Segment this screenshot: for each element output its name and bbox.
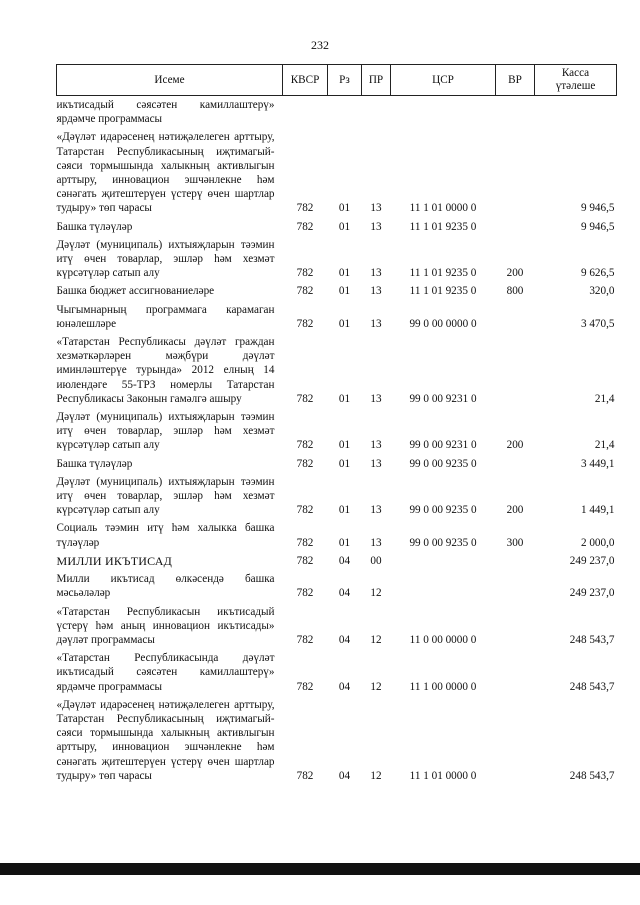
- cell-pr: 13: [370, 285, 382, 298]
- table-row: [57, 455, 617, 473]
- cell-kvsr: 782: [296, 504, 314, 517]
- cell-name: Чыгымнарның программага карамаган юнәлешләре: [56, 303, 275, 330]
- cell-kassa: 21,4: [594, 439, 615, 452]
- cell-name: «Татарстан Республикасында дәүләт икътисадый сәясәтен камиллаштерү» ярдәмче программасы: [56, 652, 275, 693]
- cell-kvsr: 782: [296, 536, 314, 549]
- cell-pr: 12: [370, 769, 382, 782]
- table-row: [57, 236, 617, 283]
- cell-kassa: 248 543,7: [569, 769, 615, 782]
- cell-pr: 12: [370, 680, 382, 693]
- cell-kassa: 21,4: [594, 392, 615, 405]
- cell-csr: 11 1 01 9235 0: [409, 220, 477, 233]
- cell-pr: 13: [370, 392, 382, 405]
- cell-csr: 99 0 00 9235 0: [409, 536, 477, 549]
- cell-vr: 300: [506, 536, 524, 549]
- header-kassa-line1: Касса: [561, 67, 590, 79]
- cell-kassa: 1 449,1: [580, 504, 615, 517]
- cell-name: Башка бюджет ассигнованиеләре: [56, 285, 215, 298]
- header-rz: Рз: [328, 65, 362, 96]
- cell-vr: [496, 96, 535, 129]
- cell-rz: 01: [338, 317, 351, 330]
- cell-vr: 200: [506, 504, 524, 517]
- cell-vr: [496, 696, 535, 785]
- cell-kassa: [535, 96, 617, 129]
- cell-rz: 04: [338, 587, 351, 600]
- cell-vr: 200: [506, 267, 524, 280]
- cell-kvsr: 782: [296, 680, 314, 693]
- cell-kvsr: 782: [296, 554, 314, 567]
- cell-kvsr: 782: [296, 633, 314, 646]
- cell-csr: [391, 96, 496, 129]
- cell-csr: 11 1 01 0000 0: [409, 769, 477, 782]
- cell-kassa: 3 470,5: [580, 317, 615, 330]
- cell-csr: [391, 570, 496, 602]
- cell-kassa: 9 946,5: [580, 220, 615, 233]
- table-row: [57, 696, 617, 785]
- header-pr: ПР: [362, 65, 391, 96]
- table-row: [57, 301, 617, 333]
- cell-kassa: 248 543,7: [569, 680, 615, 693]
- cell-kassa: 249 237,0: [569, 587, 615, 600]
- table-row: [57, 96, 617, 129]
- table-row: [57, 473, 617, 520]
- cell-kvsr: 782: [296, 439, 314, 452]
- cell-rz: 01: [338, 504, 351, 517]
- cell-kvsr: 782: [296, 267, 314, 280]
- cell-pr: 13: [370, 317, 382, 330]
- cell-rz: 01: [338, 202, 351, 215]
- table-row: [57, 570, 617, 602]
- cell-rz: 01: [338, 536, 351, 549]
- cell-kvsr: 782: [296, 202, 314, 215]
- cell-name: Дәүләт (муниципаль) ихтыяҗларын тәэмин итү өчен товарлар, эшләр һәм хезмәт күрсәтүләр сатып алу: [56, 238, 275, 280]
- cell-vr: [496, 570, 535, 602]
- cell-pr: 13: [370, 202, 382, 215]
- table-row: [57, 282, 617, 300]
- cell-vr: [496, 128, 535, 217]
- cell-kassa: 9 946,5: [580, 202, 615, 215]
- cell-name: «Дәүләт идарәсенең нәтиҗәлелеген арттыру, Татарстан Республикасының иҗтимагый-сәяси тормышында халыкның активлыгын арттыру, инновацион эшчәнлекне һәм сәнәгать җитештерүен үстерү өчен шартлар тудыру» төп чарасы: [56, 131, 275, 215]
- cell-kassa: 248 543,7: [569, 633, 615, 646]
- cell-csr: 11 1 01 9235 0: [409, 267, 477, 280]
- cell-rz: 01: [338, 267, 351, 280]
- cell-rz: [328, 96, 362, 129]
- cell-kvsr: 782: [296, 392, 314, 405]
- cell-rz: 01: [338, 285, 351, 298]
- table-row: [57, 128, 617, 217]
- cell-kassa: 2 000,0: [580, 536, 615, 549]
- cell-pr: [362, 96, 391, 129]
- cell-pr: 13: [370, 267, 382, 280]
- cell-name: Башка түләүләр: [56, 457, 133, 470]
- header-kassa: [535, 65, 617, 96]
- cell-kvsr: [283, 96, 328, 129]
- cell-rz: 04: [338, 554, 351, 567]
- cell-pr: 13: [370, 536, 382, 549]
- cell-kassa: 249 237,0: [569, 554, 615, 567]
- cell-kassa: 9 626,5: [580, 267, 615, 280]
- header-kvsr: КВСР: [283, 65, 328, 96]
- cell-pr: 13: [370, 457, 382, 470]
- cell-csr: 11 1 01 0000 0: [409, 202, 477, 215]
- page-number: 232: [311, 38, 329, 52]
- table-header: [57, 65, 617, 96]
- cell-kvsr: 782: [296, 220, 314, 233]
- cell-vr: [496, 333, 535, 408]
- table-row: [57, 408, 617, 455]
- cell-rz: 01: [338, 457, 351, 470]
- cell-vr: [496, 301, 535, 333]
- cell-csr: 99 0 00 9235 0: [409, 504, 477, 517]
- cell-vr: [496, 649, 535, 696]
- budget-execution-table: [56, 64, 617, 785]
- cell-name: МИЛЛИ ИКЪТИСАД: [56, 553, 172, 568]
- cell-vr: 200: [506, 439, 524, 452]
- cell-name: Дәүләт (муниципаль) ихтыяҗларын тәэмин итү өчен товарлар, эшләр һәм хезмәт күрсәтүләр сатып алу: [56, 475, 275, 517]
- table-row: [57, 519, 617, 551]
- cell-kvsr: 782: [296, 587, 314, 600]
- table-row: [57, 333, 617, 408]
- header-kassa-line2: үтәлеше: [555, 80, 596, 92]
- cell-name: «Дәүләт идарәсенең нәтиҗәлелеген арттыру, Татарстан Республикасының иҗтимагый-сәяси тормышында халыкның активлыгын арттыру, инновацион эшчәнлекне һәм сәнәгать җитештерүен үстерү өчен шартлар тудыру» төп чарасы: [56, 698, 275, 782]
- cell-csr: 11 1 01 9235 0: [409, 285, 477, 298]
- cell-vr: [496, 218, 535, 236]
- cell-name: икътисадый сәясәтен камиллаштерү» ярдәмче программасы: [56, 99, 275, 126]
- cell-rz: 04: [338, 680, 351, 693]
- cell-kvsr: 782: [296, 457, 314, 470]
- cell-name: Социаль тәэмин итү һәм халыкка башка түләүләр: [56, 522, 275, 549]
- cell-kvsr: 782: [296, 317, 314, 330]
- cell-kassa: 320,0: [589, 285, 615, 298]
- cell-pr: 00: [370, 554, 382, 567]
- cell-rz: 01: [338, 220, 351, 233]
- cell-csr: [391, 552, 496, 570]
- cell-vr: [496, 552, 535, 570]
- cell-name: Дәүләт (муниципаль) ихтыяҗларын тәэмин итү өчен товарлар, эшләр һәм хезмәт күрсәтүләр сатып алу: [56, 411, 275, 452]
- cell-rz: 01: [338, 392, 351, 405]
- cell-vr: [496, 455, 535, 473]
- cell-name: «Татарстан Республикасын икътисадый үстерү һәм аның инновацион икътисады» дәүләт программасы: [56, 605, 275, 646]
- cell-name: «Татарстан Республикасы дәүләт граждан хезмәткәрләрен мәҗбүри дәүләт иминләштерүе турында» 2012 елның 14 июлендәге 55-ТРЗ номерлы Татарстан Республикасы Законын гамәлгә ашыру: [56, 336, 275, 405]
- cell-pr: 13: [370, 220, 382, 233]
- header-vr: ВР: [496, 65, 535, 96]
- cell-rz: 04: [338, 769, 351, 782]
- cell-csr: 11 0 00 0000 0: [409, 633, 477, 646]
- table-body: [57, 96, 617, 785]
- header-name: Исеме: [57, 65, 283, 96]
- cell-kassa: 3 449,1: [580, 457, 615, 470]
- cell-csr: 99 0 00 9235 0: [409, 457, 477, 470]
- header-row: [57, 65, 617, 96]
- cell-pr: 12: [370, 587, 382, 600]
- table-row: [57, 649, 617, 696]
- header-csr: ЦСР: [391, 65, 496, 96]
- cell-pr: 13: [370, 504, 382, 517]
- cell-kvsr: 782: [296, 769, 314, 782]
- cell-csr: 99 0 00 9231 0: [409, 439, 477, 452]
- cell-name: Милли икътисад өлкәсендә башка мәсьәләләр: [56, 573, 275, 600]
- cell-vr: [496, 603, 535, 650]
- cell-rz: 04: [338, 633, 351, 646]
- cell-name: Башка түләүләр: [56, 220, 133, 233]
- cell-csr: 99 0 00 9231 0: [409, 392, 477, 405]
- cell-vr: 800: [506, 285, 524, 298]
- cell-csr: 11 1 00 0000 0: [409, 680, 477, 693]
- table-row: [57, 218, 617, 236]
- cell-kvsr: 782: [296, 285, 314, 298]
- table-row: [57, 552, 617, 570]
- cell-rz: 01: [338, 439, 351, 452]
- cell-csr: 99 0 00 0000 0: [409, 317, 477, 330]
- scan-edge-bar: [0, 863, 640, 875]
- cell-pr: 13: [370, 439, 382, 452]
- table-row: [57, 603, 617, 650]
- cell-pr: 12: [370, 633, 382, 646]
